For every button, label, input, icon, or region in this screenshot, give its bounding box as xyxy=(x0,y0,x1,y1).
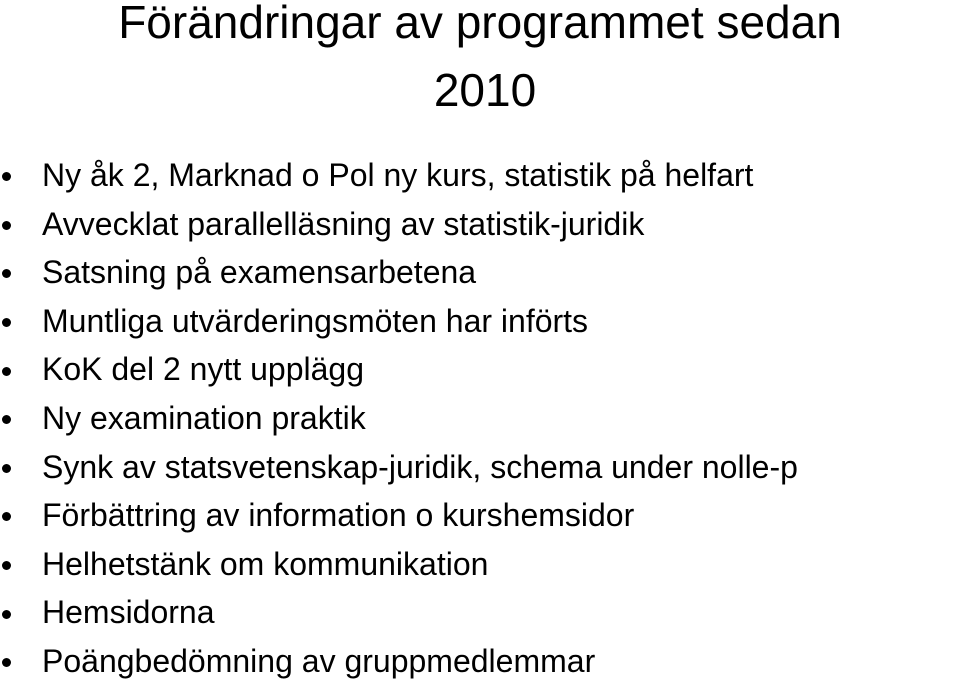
bullet-point-icon xyxy=(2,367,11,376)
title-line-2: 2010 xyxy=(433,64,537,116)
bullet-text: Synk av statsvetenskap-juridik, schema under nolle-p xyxy=(42,448,798,485)
bullet-item xyxy=(0,200,960,249)
bullet-text: Ny examination praktik xyxy=(42,399,366,436)
bullet-item xyxy=(0,394,960,443)
bullet-point-icon xyxy=(2,464,11,473)
bullet-point-icon xyxy=(2,221,11,230)
bullet-point-icon xyxy=(2,561,11,570)
bullet-item xyxy=(0,443,960,492)
bullet-point-icon xyxy=(2,415,11,424)
bullet-text: Förbättring av information o kurshemsidor xyxy=(42,497,635,534)
bullet-text: Avvecklat parallelläsning av statistik-juridik xyxy=(42,205,645,242)
bullet-point-icon xyxy=(2,172,11,181)
bullet-point-icon xyxy=(2,658,11,667)
bullet-item xyxy=(0,588,960,637)
bullet-point-icon xyxy=(2,269,11,278)
bullet-text: Muntliga utvärderingsmöten har införts xyxy=(42,302,589,339)
bullet-text: KoK del 2 nytt upplägg xyxy=(42,351,365,388)
bullet-item xyxy=(0,491,960,540)
bullet-text: Hemsidorna xyxy=(42,594,215,631)
bullet-point-icon xyxy=(2,512,11,521)
bullet-text: Poängbedömning av gruppmedlemmar xyxy=(42,642,596,679)
title-line-1: Förändringar av programmet sedan xyxy=(118,0,842,48)
bullet-item xyxy=(0,637,960,686)
slide-title xyxy=(0,0,960,122)
bullet-text: Helhetstänk om kommunikation xyxy=(42,545,489,582)
bullet-item xyxy=(0,297,960,346)
bullet-item xyxy=(0,345,960,394)
bullet-item xyxy=(0,248,960,297)
bullet-list xyxy=(0,151,960,686)
bullet-text: Satsning på examensarbetena xyxy=(42,254,477,291)
bullet-point-icon xyxy=(2,318,11,327)
bullet-item xyxy=(0,151,960,200)
bullet-text: Ny åk 2, Marknad o Pol ny kurs, statistik på helfart xyxy=(42,157,754,193)
bullet-item xyxy=(0,540,960,589)
bullet-point-icon xyxy=(2,610,11,619)
